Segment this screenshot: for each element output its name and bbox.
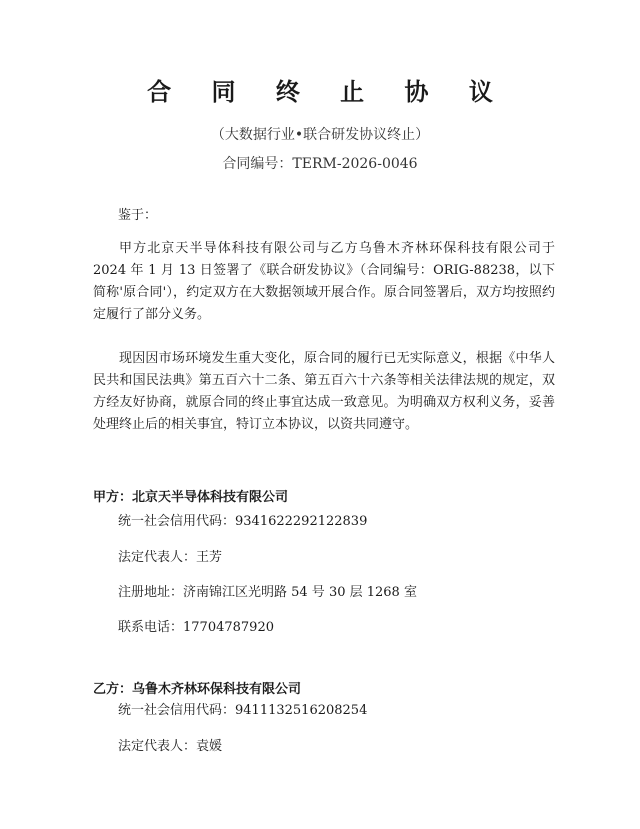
paragraph-reason: 现因因市场环境发生重大变化，原合同的履行已无实际意义，根据《中华人民共和国民法典》第五百六十二条、第五百六十六条等相关法律法规的规定，双方经友好协商，就原合同的终止事宜达成一致意见。为明确双方权利义务，妥善处理终止后的相关事宜，特订立本协议，以资共同遵守。: [93, 351, 555, 432]
party-a-address: 注册地址：济南锦江区光明路 54 号 30 层 1268 室: [118, 585, 417, 600]
paragraph-background: 甲方北京天半导体科技有限公司与乙方乌鲁木齐林环保科技有限公司于 2024 年 1 月 13 日签署了《联合研发协议》（合同编号：ORIG-88238，以下简称'原合同'），约定双方在大数据领域开展合作。原合同签署后，双方均按照约定履行了部分义务。: [93, 241, 555, 322]
party-a-phone: 联系电话：17704787920: [118, 620, 274, 635]
party-a-credit-code: 统一社会信用代码：9341622292122839: [118, 514, 368, 529]
party-b-heading: 乙方：乌鲁木齐林环保科技有限公司: [93, 682, 302, 697]
document-title: 合 同 终 止 协 议: [147, 78, 509, 106]
whereas-label: 鉴于：: [118, 208, 158, 223]
document-subtitle: （大数据行业•联合研发协议终止）: [210, 127, 430, 143]
contract-number: 合同编号：TERM-2026-0046: [222, 156, 418, 172]
party-a-legal-rep: 法定代表人：王芳: [118, 550, 223, 565]
party-a-heading: 甲方：北京天半导体科技有限公司: [93, 490, 289, 505]
party-b-credit-code: 统一社会信用代码：9411132516208254: [118, 703, 368, 718]
party-b-legal-rep: 法定代表人：袁媛: [118, 739, 223, 754]
